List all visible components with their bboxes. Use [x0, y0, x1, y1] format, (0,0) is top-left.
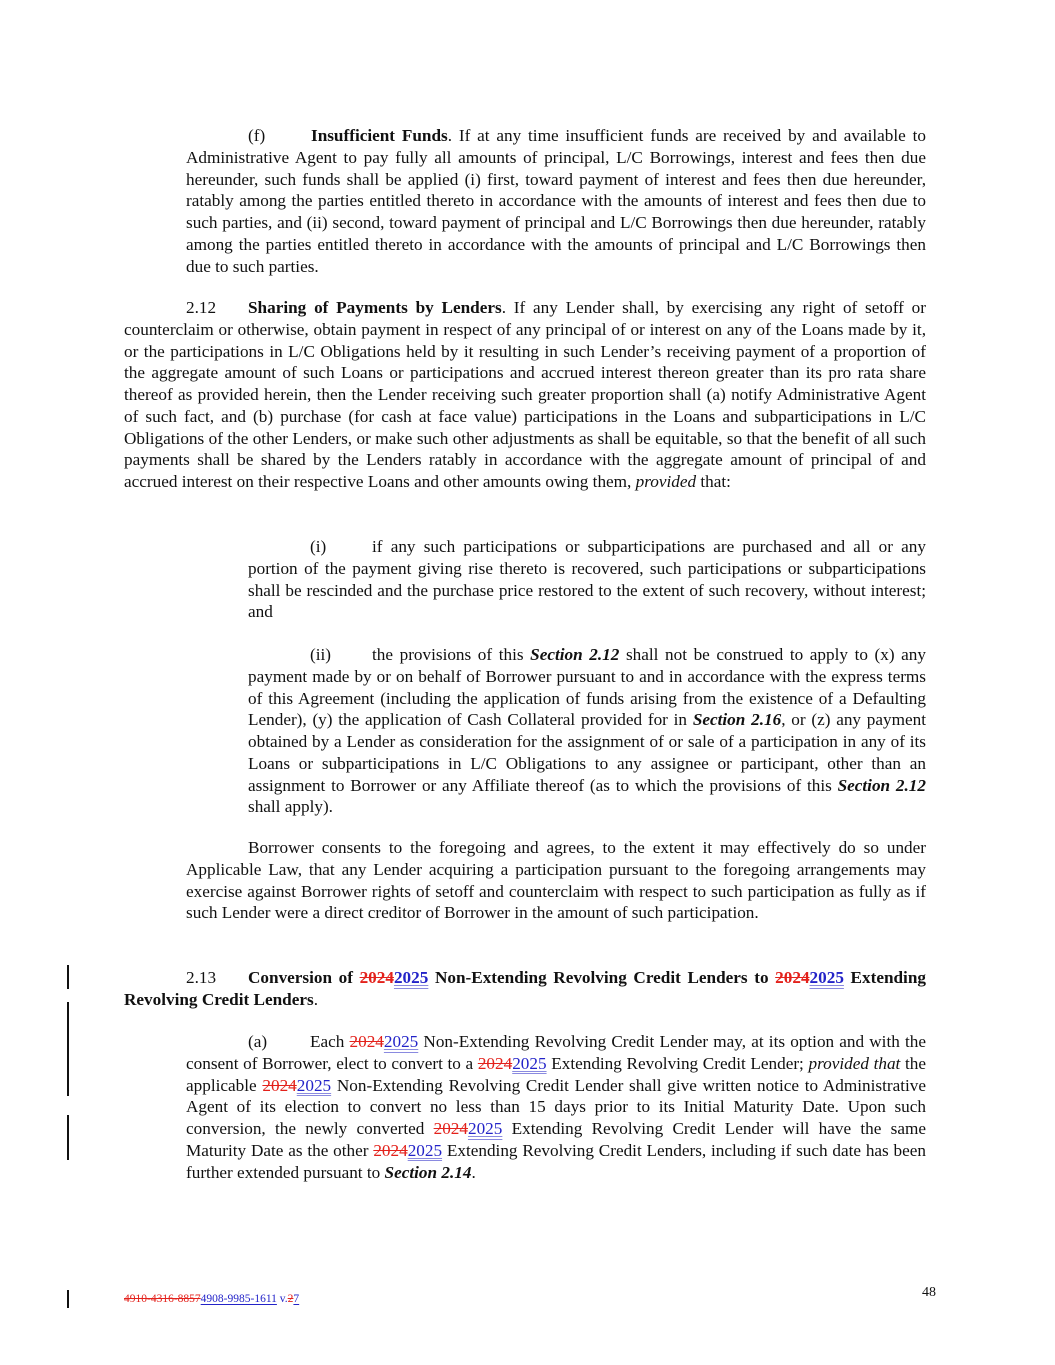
- deleted-year: 2024: [359, 968, 394, 987]
- version-prefix: v.: [276, 1293, 288, 1305]
- inserted-doc-id: 4908-9985-1611: [200, 1293, 277, 1305]
- clause-text: the applicable: [186, 1053, 926, 1095]
- section-text: . If any Lender shall, by exercising any right of setoff or counterclaim or otherwise, obtain payment in respect of any principal of or interest on any of the Loans made by it, or the participations in L/C Obligations held by it resulting in such Lender’s receiving payment of a proportion of the aggregate amount of such Loans or participations and accrued interest thereon greater than its pro rata share thereof as provided herein, then the Lender receiving such greater proportion shall (a) notify Administrative Agent of such fact, and (b) purchase (for cash at face value) participations in the Loans and subparticipations in L/C Obligations of the other Lenders, or make such other adjustments as shall be equitable, so that the benefit of all such payments shall be shared by the Lenders ratably in accordance with the aggregate amount of principal of and accrued interest on their respective Loans and other amounts owing them,: [124, 298, 926, 491]
- change-bar: [67, 1290, 69, 1308]
- clause-text: , or (z) any payment obtained by a Lender as consideration for the assignment of or sale of a participation in any of its Loans or subparticipations in L/C Obligations to any assignee or participant, other than an assignment to Borrower or any Affiliate thereof (as to which the provisions of this: [248, 710, 926, 795]
- heading-text: Conversion of: [248, 968, 360, 987]
- clause-text: shall apply).: [248, 797, 333, 817]
- heading-period: .: [313, 989, 318, 1009]
- inserted-year: 2025: [296, 1075, 332, 1095]
- section-number: 2.13: [186, 968, 217, 987]
- clause-label: (i): [310, 537, 327, 556]
- section-reference: Section 2.12: [530, 645, 620, 664]
- change-bar: [67, 1115, 69, 1160]
- inserted-year: 2025: [393, 968, 429, 987]
- clause-heading: Insufficient Funds: [311, 126, 448, 145]
- section-heading: Sharing of Payments by Lenders: [248, 298, 502, 317]
- clause-text: Extending Revolving Credit Lender;: [546, 1053, 809, 1073]
- heading-text: Non-Extending Revolving Credit Lenders to: [428, 968, 776, 987]
- clause-text: Non-Extending Revolving Credit Lender shall give written notice to Administrative Agent of its election to convert no less than 15 days prior to its Initial Maturity Date. Upon such conversion, the newly converted: [186, 1075, 926, 1138]
- clause-text: shall not be construed to apply to (x) any payment made by or on behalf of Borrower pursuant to and in accordance with the express terms of this Agreement (including the application of funds arising from the existence of a Defaulting Lender), (y) the application of Cash Collateral provided for in: [248, 645, 926, 730]
- deleted-year: 2024: [433, 1119, 468, 1138]
- change-bar: [67, 965, 69, 989]
- deleted-year: 2024: [775, 968, 810, 987]
- deleted-year: 2024: [262, 1075, 297, 1095]
- section-number: 2.12: [186, 298, 217, 317]
- borrower-consent-paragraph: [186, 837, 926, 924]
- page-number: 48: [922, 1285, 936, 1300]
- inserted-year: 2025: [467, 1119, 503, 1138]
- section-reference: Section 2.14: [384, 1162, 472, 1182]
- clause-label: (a): [248, 1032, 268, 1051]
- section-reference: Section 2.12: [837, 775, 926, 795]
- clause-text: Each: [310, 1032, 350, 1051]
- clause-text: Extending Revolving Credit Lenders, including if such date has been further extended pursuant to: [186, 1140, 926, 1182]
- deleted-version: 2: [287, 1293, 294, 1305]
- deleted-year: 2024: [477, 1053, 513, 1073]
- clause-text: Non-Extending Revolving Credit Lender may, at its option and with the consent of Borrower, elect to convert to a: [186, 1032, 926, 1073]
- clause-text: if any such participations or subparticipations are purchased and all or any portion of the payment giving rise thereto is recovered, such participations or subparticipations shall be rescinded and the purchase price restored to the extent of such recovery, without interest; and: [248, 537, 926, 622]
- deleted-year: 2024: [349, 1032, 384, 1051]
- clause-text: .: [471, 1162, 476, 1182]
- section-2-12-paragraph: [124, 297, 926, 493]
- section-2-13-heading: [124, 967, 926, 1011]
- clause-label: (f): [248, 126, 266, 145]
- section-text-end: that:: [696, 472, 731, 491]
- change-bar: [67, 1002, 69, 1096]
- italic-provided: provided: [635, 472, 697, 491]
- heading-text: Extending Revolving Credit Lenders: [124, 968, 926, 1009]
- paragraph-text: Borrower consents to the foregoing and agrees, to the extent it may effectively do so under Applicable Law, that any Lender acquiring a participation pursuant to the foregoing arrangements may exercise against Borrower rights of setoff and counterclaim with respect to such participation as fully as if such Lender were a direct creditor of Borrower in the amount of such participation.: [186, 838, 926, 923]
- clause-label: (ii): [310, 645, 331, 664]
- footer-document-id: [124, 1292, 299, 1306]
- inserted-year: 2025: [512, 1053, 547, 1073]
- clause-a-paragraph: [186, 1031, 926, 1183]
- clause-text: . If at any time insufficient funds are received by and available to Administrative Agent to pay fully all amounts of principal, L/C Borrowings, interest and fees then due hereunder, such funds shall be applied (i) first, toward payment of interest and fees then due hereunder, ratably among the parties entitled thereto in accordance with the amounts of interest and fees then due to such parties, and (ii) second, toward payment of principal and L/C Borrowings then due hereunder, ratably among the parties entitled thereto in accordance with the amounts of principal and L/C Borrowings then due to such parties.: [186, 126, 926, 276]
- deleted-year: 2024: [373, 1140, 408, 1160]
- inserted-year: 2025: [809, 968, 844, 987]
- deleted-doc-id: 4910-4316-8857: [124, 1293, 201, 1305]
- clause-text: the provisions of this: [372, 645, 531, 664]
- clause-i-paragraph: [248, 536, 926, 623]
- inserted-version: 7: [293, 1293, 300, 1305]
- italic-provided-that: provided that: [808, 1053, 901, 1073]
- inserted-year: 2025: [407, 1140, 443, 1160]
- clause-ii-paragraph: [248, 644, 926, 818]
- section-reference: Section 2.16: [692, 710, 782, 730]
- paragraph-insufficient-funds: [186, 125, 926, 277]
- inserted-year: 2025: [383, 1032, 419, 1051]
- clause-text: Extending Revolving Credit Lender will have the same Maturity Date as the other: [186, 1119, 926, 1160]
